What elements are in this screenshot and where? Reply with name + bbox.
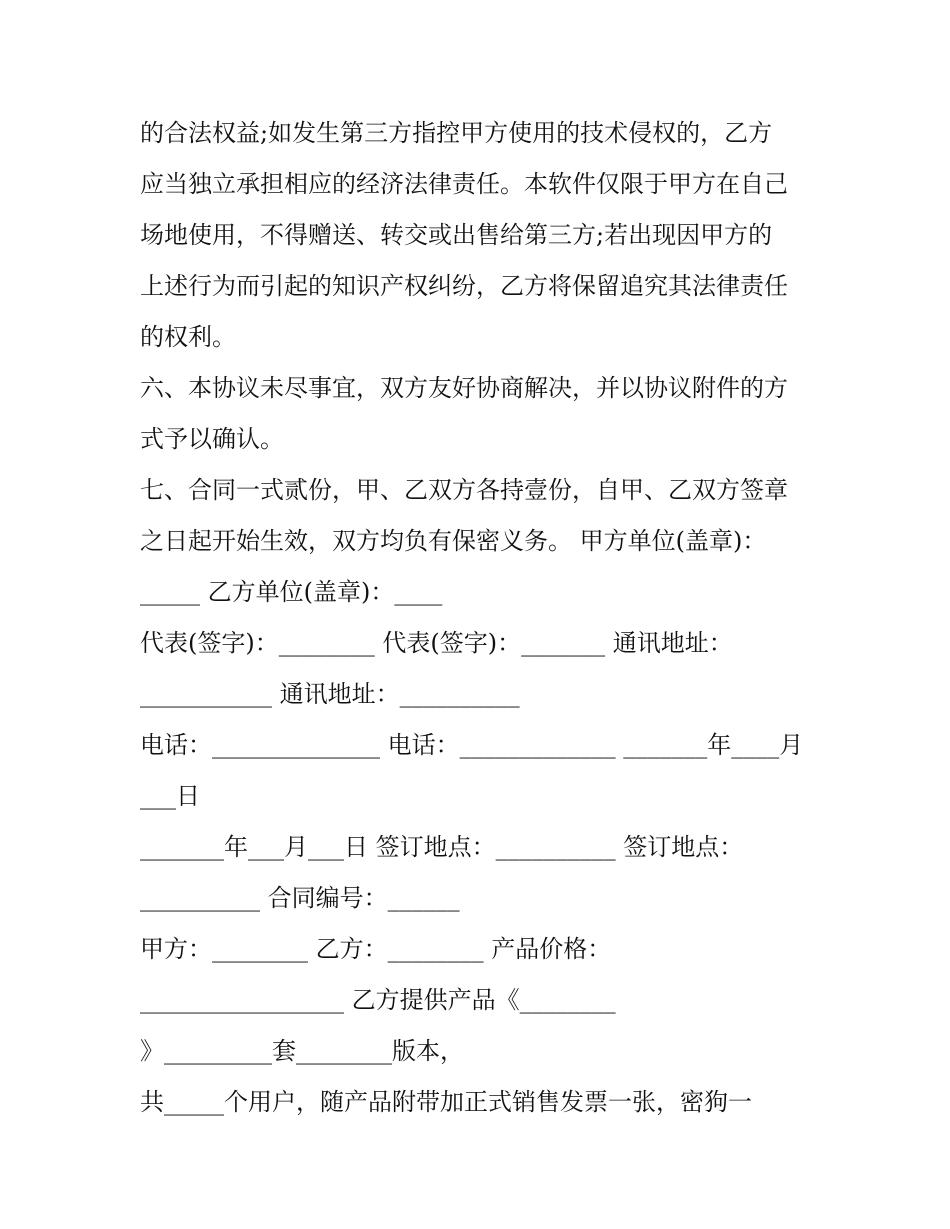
representative-line: 代表(签字)：________ 代表(签字)：_______ 通讯地址： [140, 629, 733, 657]
text-line: 应当独立承担相应的经济法律责任。本软件仅限于甲方在自己 [140, 170, 788, 198]
product-line: _________________ 乙方提供产品《________ [140, 986, 616, 1014]
product-quantity-line: 》_________套________版本， [140, 1037, 464, 1065]
address-line: ___________ 通讯地址：__________ [140, 680, 520, 708]
clause-six-line: 六、本协议未尽事宜，双方友好协商解决，并以协议附件的方 [140, 374, 788, 402]
parties-price-line: 甲方：________ 乙方：________ 产品价格： [140, 935, 612, 963]
text-line: 之日起开始生效，双方均负有保密义务。 甲方单位(盖章)： [140, 527, 767, 555]
text-line: 场地使用，不得赠送、转交或出售给第三方;若出现因甲方的 [140, 221, 773, 249]
text-line: 式予以确认。 [140, 425, 284, 453]
date-line: ___日 [140, 782, 200, 810]
text-line: 的合法权益;如发生第三方指控甲方使用的技术侵权的，乙方 [140, 119, 773, 147]
signature-blank-line: _____ 乙方单位(盖章)：____ [140, 578, 443, 606]
contract-number-line: __________ 合同编号：______ [140, 884, 460, 912]
phone-line: 电话：______________ 电话：_____________ _______年____月 [140, 731, 804, 759]
document-body [140, 108, 830, 1128]
text-line: 上述行为而引起的知识产权纠纷，乙方将保留追究其法律责任 [140, 272, 788, 300]
signing-place-line: _______年___月___日 签订地点：__________ 签订地点： [140, 833, 744, 861]
clause-seven-line: 七、合同一式贰份，甲、乙双方各持壹份，自甲、乙双方签章 [140, 476, 788, 504]
users-line: 共_____个用户，随产品附带加正式销售发票一张，密狗一 [140, 1088, 752, 1116]
text-line: 的权利。 [140, 323, 236, 351]
